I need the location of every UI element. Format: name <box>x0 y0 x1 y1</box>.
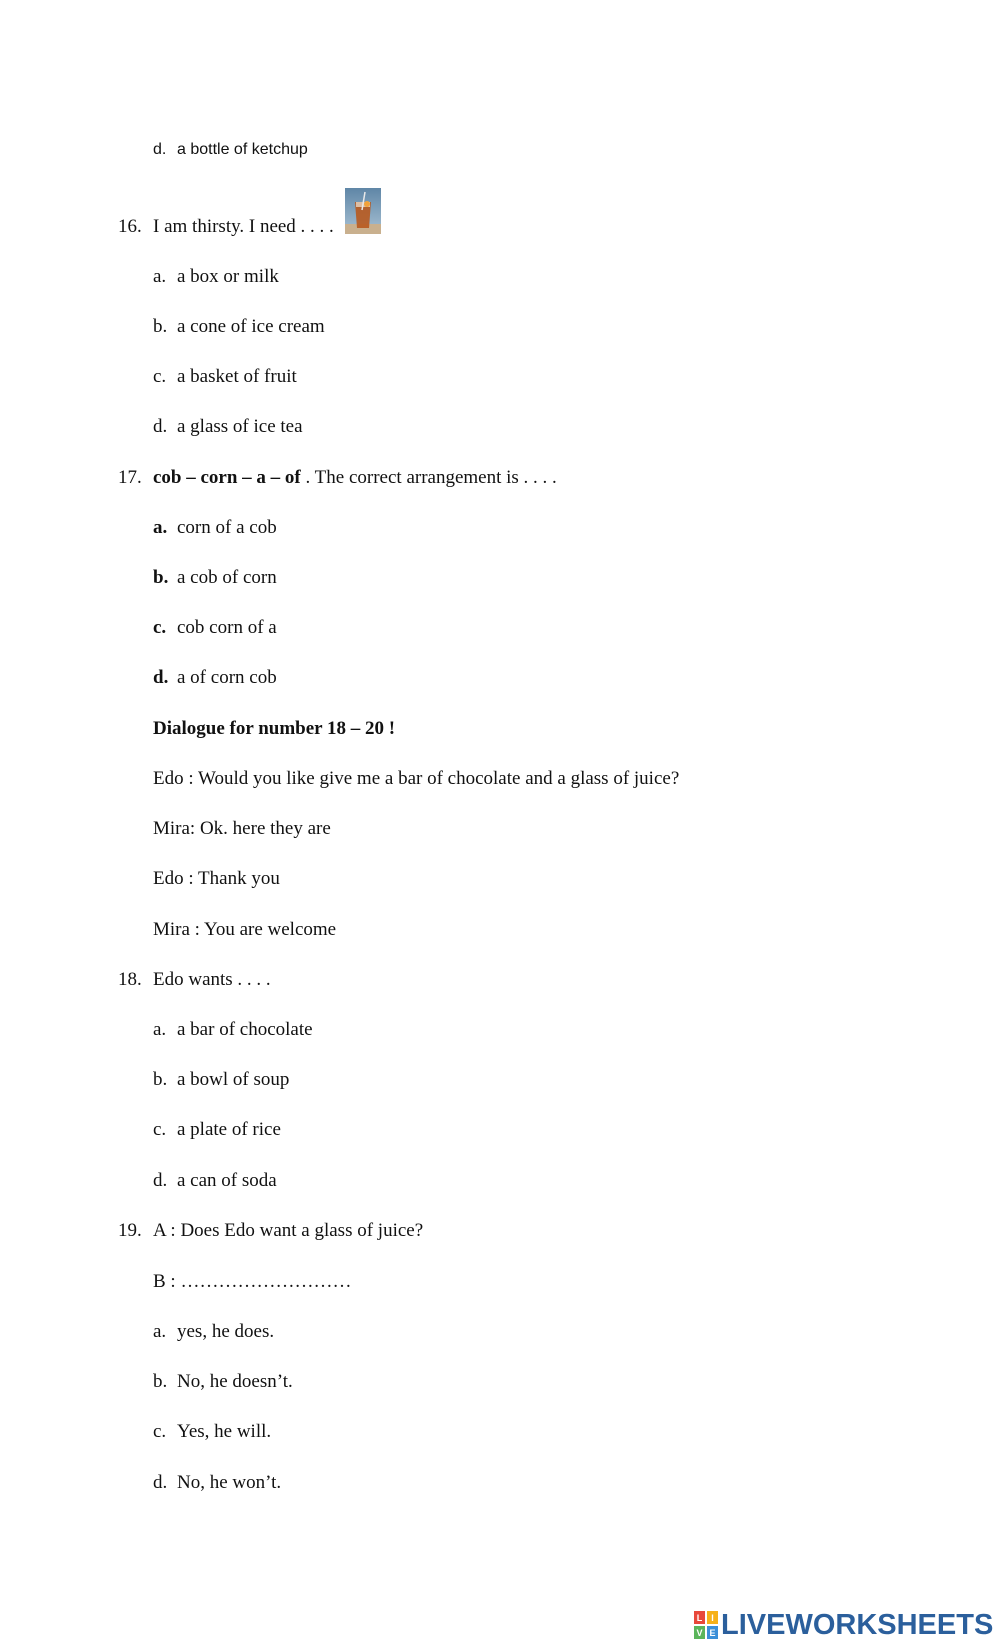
option-letter: b. <box>153 316 168 337</box>
q16-option-d[interactable] <box>153 415 303 439</box>
option-letter: c. <box>153 366 167 387</box>
option-text: No, he won’t. <box>177 1472 282 1493</box>
option-text: a of corn cob <box>177 667 277 688</box>
q15-option-d[interactable] <box>153 138 308 162</box>
q16-option-a[interactable] <box>153 265 279 289</box>
option-text: a bar of chocolate <box>177 1019 313 1040</box>
q16-option-b[interactable] <box>153 315 325 339</box>
logo-block-i: I <box>707 1611 718 1624</box>
q19-option-d[interactable] <box>153 1471 281 1495</box>
logo-text: LIVEWORKSHEETS <box>721 1608 994 1641</box>
option-text: a box or milk <box>177 266 279 287</box>
option-letter: c. <box>153 1119 167 1140</box>
option-letter: b. <box>153 1069 168 1090</box>
dialogue-line: Mira : You are welcome <box>153 919 337 940</box>
option-text: a cob of corn <box>177 567 277 588</box>
option-letter: b. <box>153 567 169 588</box>
question-text: A : Does Edo want a glass of juice? <box>153 1220 424 1241</box>
ice-tea-image <box>345 188 381 234</box>
logo-blocks-icon <box>694 1611 718 1639</box>
question-text: I am thirsty. I need . . . . <box>153 216 334 237</box>
dialogue-line: Mira: Ok. here they are <box>153 818 331 839</box>
option-text: a bowl of soup <box>177 1069 290 1090</box>
option-letter: d. <box>153 416 168 437</box>
option-text: cob corn of a <box>177 617 277 638</box>
option-text: a cone of ice cream <box>177 316 325 337</box>
option-text: a bottle of ketchup <box>177 141 308 158</box>
dialogue-line: Edo : Thank you <box>153 868 280 889</box>
logo-block-l: L <box>694 1611 705 1624</box>
option-text: Yes, he will. <box>177 1421 272 1442</box>
question-text: . The correct arrangement is . . . . <box>305 467 557 488</box>
question-number: 16. <box>118 216 142 237</box>
q17-option-d[interactable] <box>153 666 277 690</box>
option-text: yes, he does. <box>177 1321 275 1342</box>
option-text: a glass of ice tea <box>177 416 303 437</box>
option-text: No, he doesn’t. <box>177 1371 293 1392</box>
option-letter: d. <box>153 1472 168 1493</box>
q18-option-d[interactable] <box>153 1169 277 1193</box>
q16-option-c[interactable] <box>153 365 297 389</box>
q17-option-c[interactable] <box>153 616 277 640</box>
q19-option-b[interactable] <box>153 1370 293 1394</box>
option-letter: a. <box>153 1321 167 1342</box>
option-letter: d. <box>153 1170 168 1191</box>
q18-option-a[interactable] <box>153 1018 313 1042</box>
dialogue-heading: Dialogue for number 18 – 20 ! <box>153 718 396 739</box>
option-letter: c. <box>153 1421 167 1442</box>
question-number: 19. <box>118 1220 142 1241</box>
option-letter: a. <box>153 517 168 538</box>
logo-block-e: E <box>707 1626 718 1639</box>
q19-option-c[interactable] <box>153 1420 271 1444</box>
liveworksheets-logo[interactable] <box>694 1610 993 1640</box>
option-letter: d. <box>153 141 167 158</box>
q17-option-a[interactable] <box>153 516 277 540</box>
option-text: a can of soda <box>177 1170 277 1191</box>
q19-option-a[interactable] <box>153 1320 274 1344</box>
question-number: 18. <box>118 969 142 990</box>
option-text: a basket of fruit <box>177 366 297 387</box>
option-text: a plate of rice <box>177 1119 281 1140</box>
question-bold-words: cob – corn – a – of <box>153 467 301 488</box>
option-letter: c. <box>153 617 167 638</box>
question-number: 17. <box>118 467 142 488</box>
option-text: corn of a cob <box>177 517 277 538</box>
logo-block-v: V <box>694 1626 705 1639</box>
option-letter: a. <box>153 266 167 287</box>
question-text: Edo wants . . . . <box>153 969 271 990</box>
option-letter: a. <box>153 1019 167 1040</box>
option-letter: b. <box>153 1371 168 1392</box>
answer-line[interactable]: B : ……………………… <box>153 1271 352 1292</box>
q18-option-c[interactable] <box>153 1118 281 1142</box>
dialogue-line: Edo : Would you like give me a bar of chocolate and a glass of juice? <box>153 768 680 789</box>
q17-option-b[interactable] <box>153 566 277 590</box>
option-letter: d. <box>153 667 169 688</box>
q18-option-b[interactable] <box>153 1068 289 1092</box>
